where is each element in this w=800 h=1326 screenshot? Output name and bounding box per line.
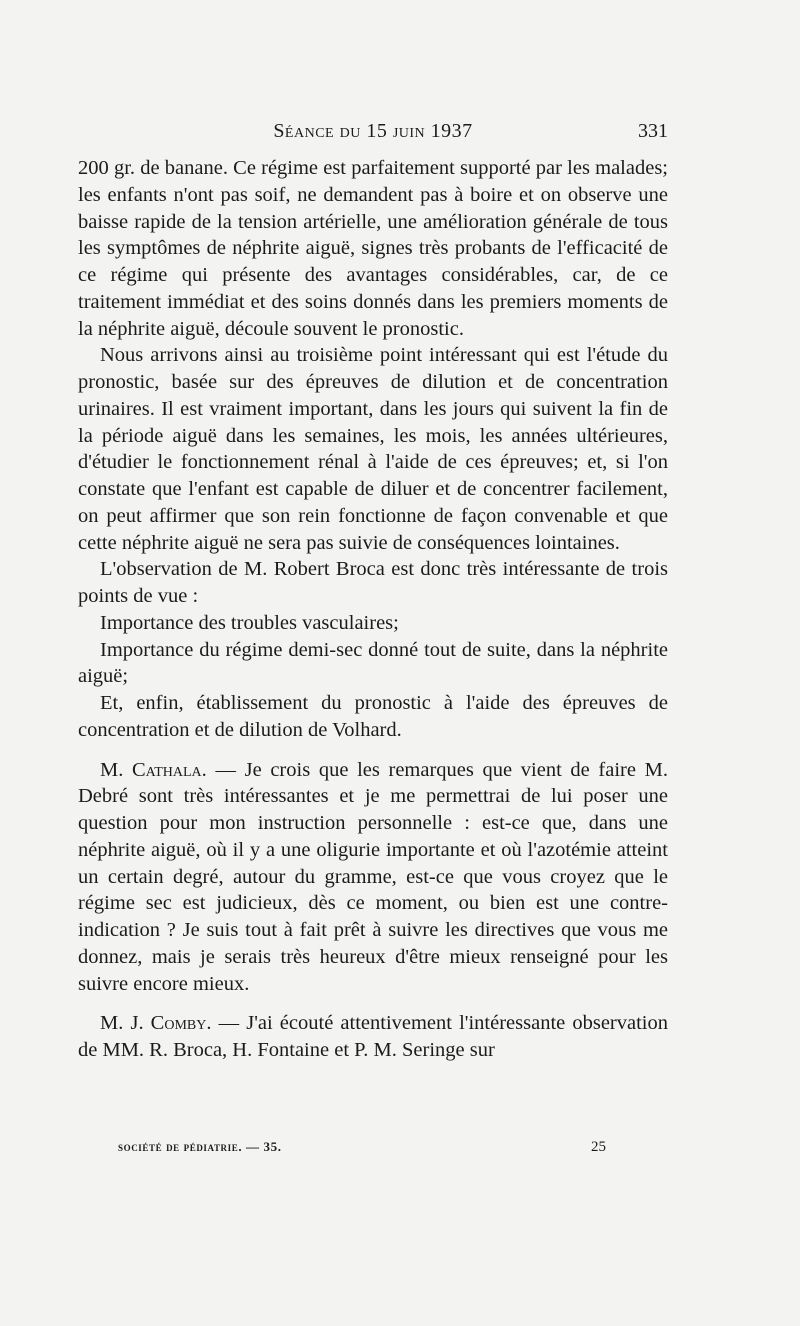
running-head-day: 15 — [366, 120, 393, 142]
point-vasculaires: Importance des troubles vasculaires; — [100, 611, 399, 634]
remark-cathala — [78, 757, 668, 998]
running-head-year: 1937 — [425, 120, 473, 142]
page-footer — [118, 1137, 606, 1157]
speaker-comby: M. J. Comby. — [100, 1012, 212, 1035]
running-head-session: Séance du — [273, 120, 367, 142]
point-regime: Importance du régime demi-sec donné tout de suite, dans la néphrite aiguë; — [78, 638, 668, 688]
page-body — [78, 155, 668, 1064]
paragraph-observation: L'observation de M. Robert Broca est donc très intéressante de trois points de vue : — [78, 558, 668, 607]
footer-signature: société de pédiatrie. — 35. — [118, 1139, 282, 1154]
page-header — [78, 117, 668, 145]
remark-cathala-text: — Je crois que les remarques que vient de faire M. Debré sont très intéressantes et je me permettrai de lui poser une question pour mon instruction personnelle : est-ce que, dans une néphrite aiguë, où il y a une oligurie importante et où l'azotémie atteint un certain degré, autour du gramme, est-ce que vous croyez que le régime sec est judicieux, dès ce moment, ou bien est une contre-indication ? Je suis tout à fait prêt à suivre les directives que vous me donnez, mais je serais très heureux d'être mieux renseigné pour les suivre encore mieux. — [78, 758, 668, 995]
footer-sheet-number: 25 — [591, 1139, 606, 1155]
paragraph-regime: 200 gr. de banane. Ce régime est parfaitement supporté par les malades; les enfants n'ont pas soif, ne demandent pas à boire et on observe une baisse rapide de la tension artérielle, une amélioration générale de tous les symptômes de néphrite aiguë, signes très probants de l'efficacité de ce régime qui présente des avantages considérables, car, de ce traitement immédiat et des soins donnés dans les premiers moments de la néphrite aiguë, découle souvent le pronostic. — [78, 157, 668, 340]
point-pronostic: Et, enfin, établissement du pronostic à l'aide des épreuves de concentration et de dilution de Volhard. — [78, 692, 668, 741]
remark-comby — [78, 1010, 668, 1064]
running-head — [78, 117, 668, 145]
remark-comby-text: — J'ai écouté attentivement l'intéressante observation de MM. R. Broca, H. Fontaine et P. M. Seringe sur — [78, 1012, 669, 1061]
paragraph-pronostic: Nous arrivons ainsi au troisième point intéressant qui est l'étude du pronostic, basée sur des épreuves de dilution et de concentration urinaires. Il est vraiment important, dans les jours qui suivent la fin de la période aiguë dans les semaines, les mois, les années ultérieures, d'étudier le fonctionnement rénal à l'aide de ces épreuves; et, si l'on constate que l'enfant est capable de diluer et de concentrer facilement, on peut affirmer que son rein fonctionne de façon convenable et que cette néphrite aiguë ne sera pas suivie de conséquences lointaines. — [78, 344, 668, 554]
running-head-month: juin — [392, 120, 426, 142]
page-number: 331 — [638, 120, 668, 142]
speaker-cathala: M. Cathala. — [100, 758, 207, 781]
